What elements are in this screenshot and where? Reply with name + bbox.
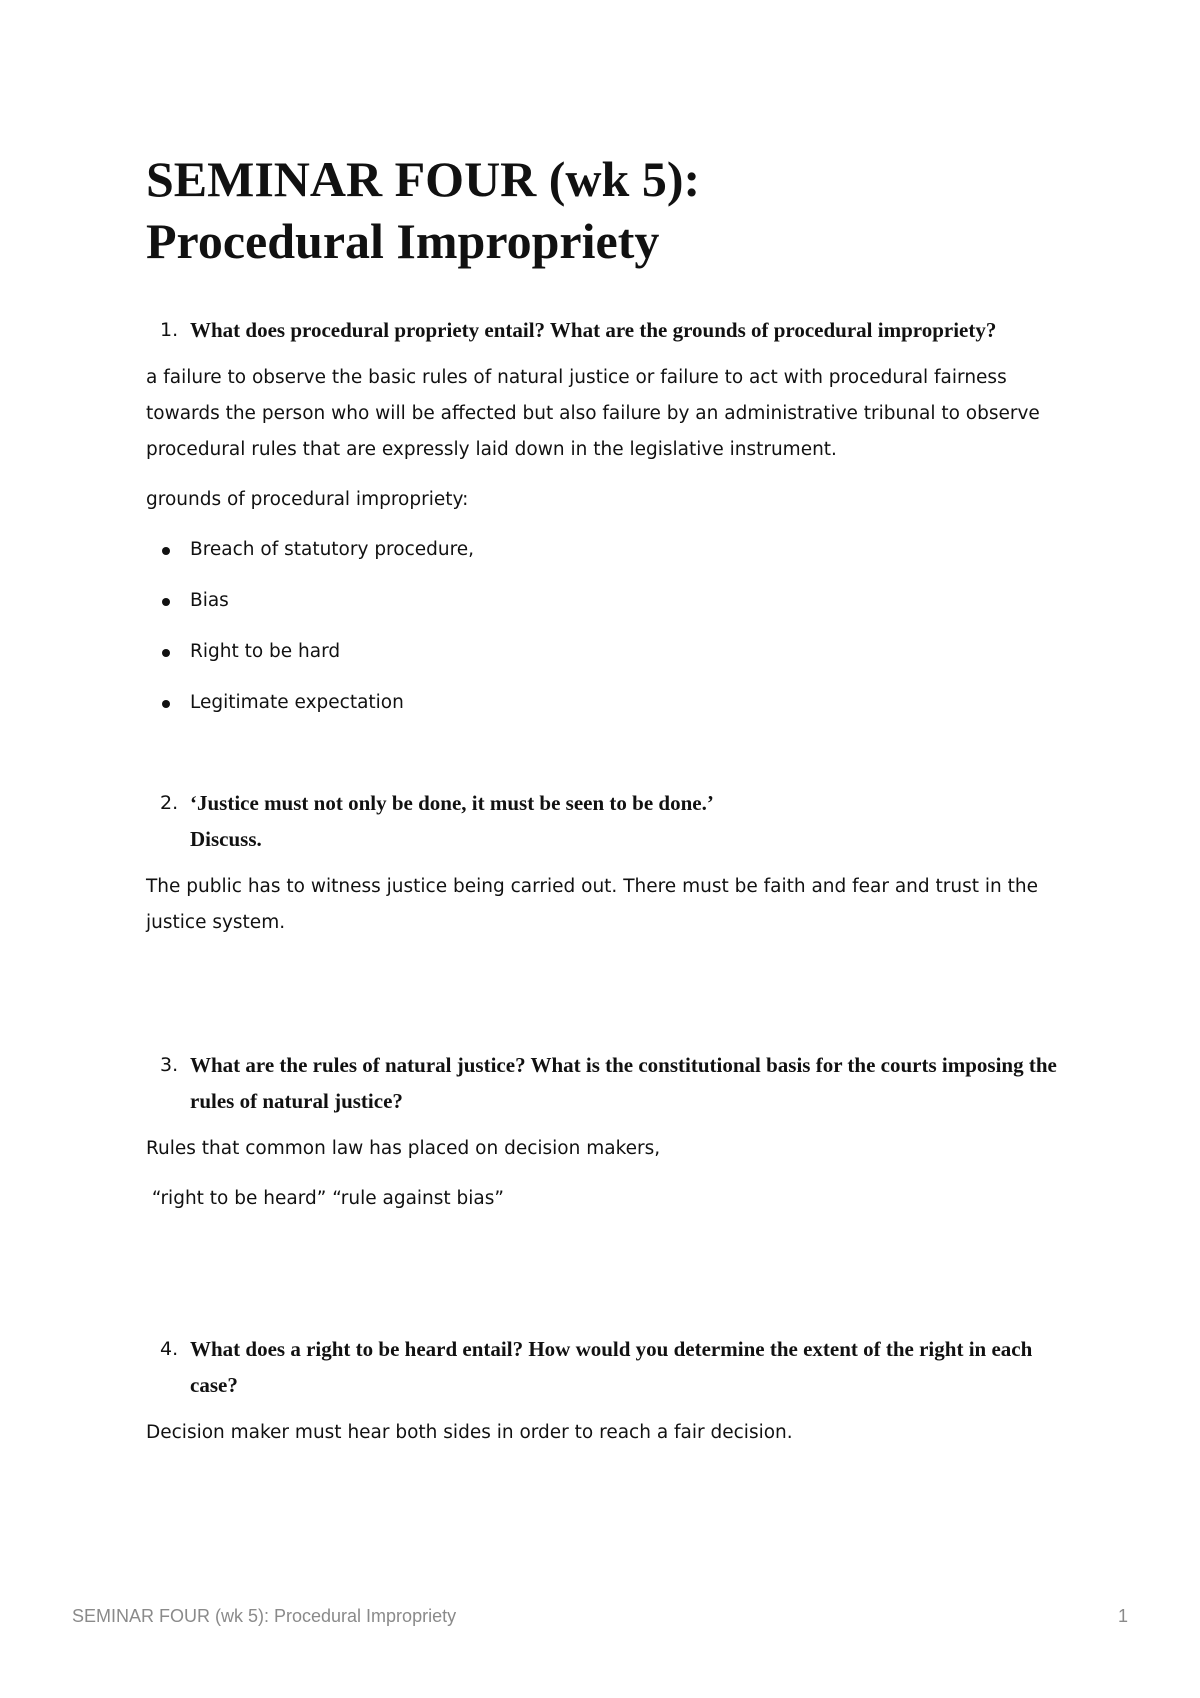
bullet-icon [162,598,170,606]
list-item [146,634,1076,670]
list-item-text: Breach of statutory procedure, [190,539,475,560]
question-text-line-2: Discuss. [190,827,262,851]
question-text: What does a right to be heard entail? How would you determine the extent of the right in each case? [190,1337,1033,1397]
list-item-text: Legitimate expectation [190,692,404,713]
question-number: 3. [160,1054,179,1076]
question-text: What does procedural propriety entail? What are the grounds of procedural impropriety? [190,318,997,342]
title-line-1: SEMINAR FOUR (wk 5): [146,151,701,207]
question-1 [146,312,1076,348]
grounds-list [146,532,1076,721]
question-text: What are the rules of natural justice? What is the constitutional basis for the courts imposing the rules of natural justice? [190,1053,1057,1113]
bullet-icon [162,700,170,708]
title-line-2: Procedural Impropriety [146,213,660,269]
question-4 [146,1331,1076,1403]
footer-title: SEMINAR FOUR (wk 5): Procedural Impropriety [72,1606,457,1626]
bullet-icon [162,547,170,555]
list-item [146,583,1076,619]
page-footer [72,1606,1128,1627]
grounds-intro: grounds of procedural impropriety: [146,489,469,510]
list-item [146,685,1076,721]
answer-2: The public has to witness justice being carried out. There must be faith and fear and trust in the justice system. [146,876,1038,933]
list-item [146,532,1076,568]
answer-1: a failure to observe the basic rules of natural justice or failure to act with procedural fairness towards the person who will be affected but also failure by an administrative tribunal to observe procedural rules that are expressly laid down in the legislative instrument. [146,367,1040,460]
list-item-text: Right to be hard [190,641,341,662]
page-number: 1 [1117,1606,1128,1626]
answer-3-line-1: Rules that common law has placed on decision makers, [146,1138,661,1159]
question-number: 4. [160,1338,179,1360]
answer-4: Decision maker must hear both sides in order to reach a fair decision. [146,1422,793,1443]
bullet-icon [162,649,170,657]
question-number: 1. [160,319,179,341]
question-2 [146,785,1076,857]
question-3 [146,1047,1076,1119]
question-number: 2. [160,792,179,814]
question-text-line-1: ‘Justice must not only be done, it must be seen to be done.’ [190,791,714,815]
document-page [146,148,1076,1465]
document-title [146,148,1076,272]
list-item-text: Bias [190,590,229,611]
answer-3-line-2: “right to be heard” “rule against bias” [146,1188,504,1209]
